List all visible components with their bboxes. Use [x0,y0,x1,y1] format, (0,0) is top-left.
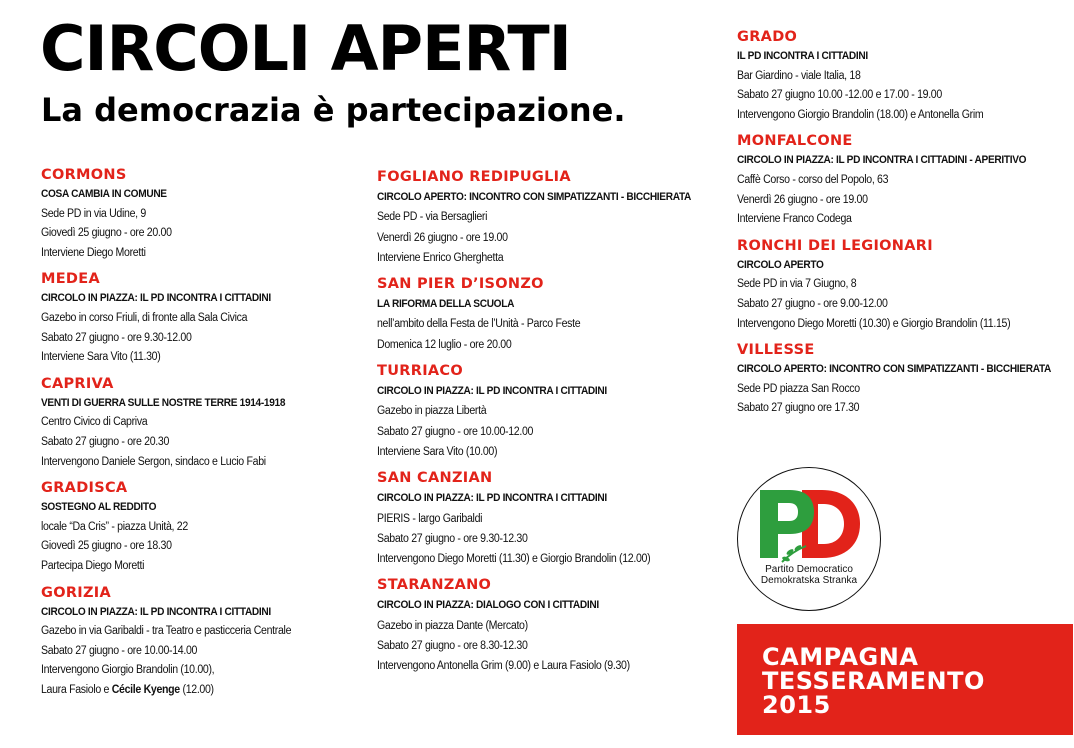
event-date: Venerdì 26 giugno - ore 19.00 [377,231,508,244]
event-venue: Gazebo in via Garibaldi - tra Teatro e pasticceria Centrale [41,625,292,638]
event-title: SAN PIER D’ISONZO [377,276,544,293]
event-title: GRADISCA [41,480,128,497]
event-title: FOGLIANO REDIPUGLIA [377,169,571,185]
event-speakers: Interviene Sara Vito (10.00) [377,445,498,458]
event-venue: Sede PD piazza San Rocco [737,382,860,395]
event-title: MEDEA [41,271,100,288]
event-topic: CIRCOLO IN PIAZZA: IL PD INCONTRA I CITTADINI - APERITIVO [737,154,1027,167]
event-speakers: Intervengono Daniele Sergon, sindaco e Lucio Fabi [41,455,266,468]
event-turriaco [377,361,722,462]
event-venue: PIERIS - largo Garibaldi [377,512,483,525]
event-fogliano-redipuglia [377,167,722,268]
event-title: TURRIACO [377,363,463,380]
event-staranzano [377,575,722,676]
campaign-line-2: TESSERAMENTO [762,667,985,695]
event-topic: CIRCOLO APERTO: INCONTRO CON SIMPATIZZANTI - BICCHIERATA [377,191,692,203]
pd-logo-mark [756,486,864,566]
event-venue: Caffè Corso - corso del Popolo, 63 [737,173,889,186]
event-topic: CIRCOLO APERTO: INCONTRO CON SIMPATIZZANTI - BICCHIERATA [737,363,1052,376]
logo-p-counter [778,503,798,521]
speaker-text: Laura Fasiolo e [41,683,112,696]
event-speakers: Intervengono Antonella Grim (9.00) e Laura Fasiolo (9.30) [377,660,630,673]
event-title: GRADO [737,29,798,45]
events-column-3 [737,27,1067,425]
event-speakers-continued [41,681,335,701]
event-date: Sabato 27 giugno ore 17.30 [737,402,860,415]
event-grado [737,27,1067,125]
logo-party-name-slovene: Demokratska Stranka [760,575,858,586]
event-topic: CIRCOLO IN PIAZZA: IL PD INCONTRA I CITTADINI [41,292,271,305]
logo-party-name: Partito Democratico [765,564,853,575]
event-venue: Gazebo in corso Friuli, di fronte alla Sala Civica [41,311,248,324]
event-venue: Sede PD in via 7 Giugno, 8 [737,278,857,291]
event-speakers: Interviene Enrico Gherghetta [377,251,504,264]
event-title: RONCHI DEI LEGIONARI [737,237,933,254]
event-topic: LA RIFORMA DELLA SCUOLA [377,298,515,311]
event-date: Sabato 27 giugno - ore 10.00-14.00 [41,644,198,657]
event-venue: Gazebo in piazza Libertà [377,405,487,418]
event-venue: Centro Civico di Capriva [41,416,148,429]
event-topic: VENTI DI GUERRA SULLE NOSTRE TERRE 1914-1918 [41,396,286,409]
event-speakers: Intervengono Diego Moretti (11.30) e Giorgio Brandolin (12.00) [377,553,651,566]
events-column-1 [41,165,361,706]
campaign-banner [737,624,1073,735]
event-date: Sabato 27 giugno - ore 10.00-12.00 [377,425,534,438]
event-topic: COSA CAMBIA IN COMUNE [41,188,167,200]
campaign-line-1: CAMPAGNA [762,643,919,671]
event-venue: locale “Da Cris” - piazza Unità, 22 [41,520,188,533]
speaker-time: (12.00) [179,683,214,696]
pd-logo [737,467,881,611]
event-title: MONFALCONE [737,133,853,150]
event-medea [41,269,361,367]
event-date: Sabato 27 giugno 10.00 -12.00 e 17.00 - 19.00 [737,89,942,102]
event-cormons [41,165,361,263]
event-venue: Gazebo in piazza Dante (Mercato) [377,619,528,632]
event-speakers: Interviene Franco Codega [737,213,852,226]
event-monfalcone [737,131,1067,229]
event-villesse [737,340,1067,419]
event-gradisca [41,478,361,576]
event-venue: Sede PD - via Bersaglieri [377,211,488,224]
event-speakers: Partecipa Diego Moretti [41,559,145,572]
event-title: SAN CANZIAN [377,470,493,487]
event-title: STARANZANO [377,577,492,594]
event-date: Sabato 27 giugno - ore 20.30 [41,435,170,448]
event-topic: CIRCOLO IN PIAZZA: IL PD INCONTRA I CITTADINI [377,385,607,398]
event-date: Sabato 27 giugno - ore 9.30-12.30 [377,532,528,545]
event-date: Sabato 27 giugno - ore 8.30-12.30 [377,640,528,653]
event-title: CORMONS [41,167,127,183]
event-speakers: Interviene Diego Moretti [41,246,146,259]
event-date: Domenica 12 luglio - ore 20.00 [377,338,512,351]
event-topic: CIRCOLO IN PIAZZA: IL PD INCONTRA I CITTADINI [41,605,271,618]
campaign-year: 2015 [762,691,831,719]
event-date: Venerdì 26 giugno - ore 19.00 [737,193,868,206]
event-capriva [41,374,361,472]
event-title: CAPRIVA [41,375,114,392]
events-column-2 [377,167,722,683]
guest-speaker-name: Cécile Kyenge [111,683,180,696]
event-topic: SOSTEGNO AL REDDITO [41,501,157,514]
event-venue: nell’ambito della Festa de l’Unità - Parco Feste [377,318,581,331]
event-venue: Bar Giardino - viale Italia, 18 [737,69,861,82]
event-title: VILLESSE [737,342,815,359]
event-speakers: Intervengono Diego Moretti (10.30) e Giorgio Brandolin (11.15) [737,317,1011,330]
event-title: GORIZIA [41,584,112,601]
event-date: Giovedì 25 giugno - ore 20.00 [41,227,172,240]
event-topic: CIRCOLO APERTO [737,258,824,271]
event-topic: CIRCOLO IN PIAZZA: IL PD INCONTRA I CITTADINI [377,492,607,505]
event-topic: IL PD INCONTRA I CITTADINI [737,50,868,62]
event-venue: Sede PD in via Udine, 9 [41,207,146,220]
event-date: Giovedì 25 giugno - ore 18.30 [41,540,172,553]
event-ronchi-dei-legionari [737,236,1067,334]
event-san-canzian [377,468,722,569]
event-date: Sabato 27 giugno - ore 9.00-12.00 [737,297,888,310]
event-topic: CIRCOLO IN PIAZZA: DIALOGO CON I CITTADINI [377,599,599,612]
page-title: CIRCOLI APERTI [40,12,571,85]
event-gorizia [41,583,361,701]
event-speakers: Intervengono Giorgio Brandolin (18.00) e Antonella Grim [737,108,984,121]
event-speakers: Intervengono Giorgio Brandolin (10.00), [41,664,215,677]
page-subtitle: La democrazia è partecipazione. [41,91,626,129]
event-date: Sabato 27 giugno - ore 9.30-12.00 [41,331,192,344]
event-san-pier-d-isonzo [377,274,722,355]
event-speakers: Interviene Sara Vito (11.30) [41,351,161,364]
